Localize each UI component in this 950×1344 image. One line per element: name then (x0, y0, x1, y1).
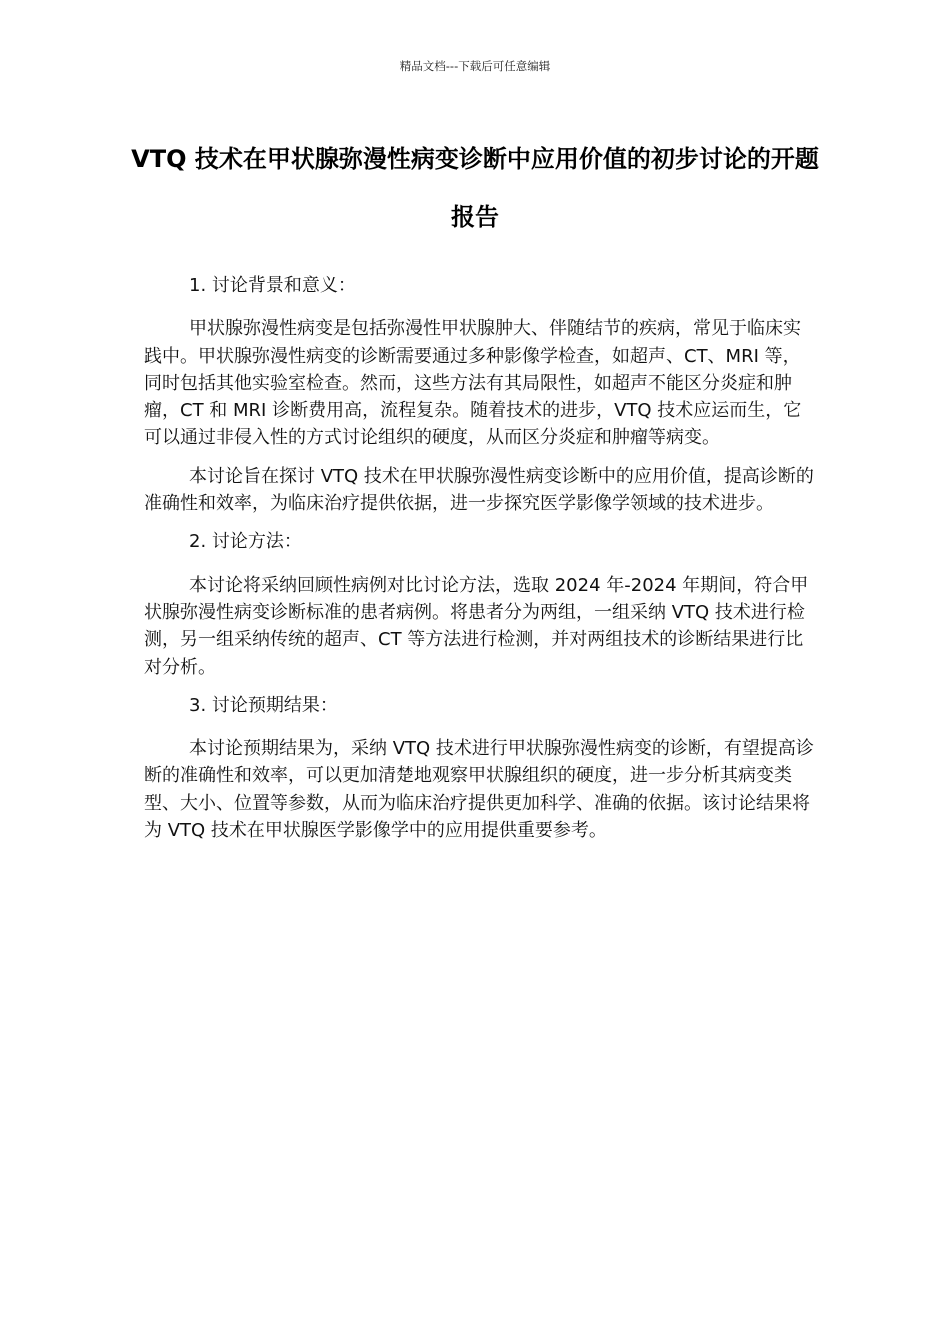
paragraph-purpose: 本讨论旨在探讨 VTQ 技术在甲状腺弥漫性病变诊断中的应用价值，提高诊断的准确性和效率，为临床治疗提供依据，进一步探究医学影像学领域的技术进步。 (144, 465, 814, 515)
page-header: 精品文档---下载后可任意编辑 (399, 59, 551, 73)
paragraph-methods: 本讨论将采纳回顾性病例对比讨论方法，选取 2024 年-2024 年期间，符合甲状腺弥漫性病变诊断标准的患者病例。将患者分为两组，一组采纳 VTQ 技术进行检测，另一组采纳传统的超声、CT 等方法进行检测，并对两组技术的诊断结果进行比对分析。 (144, 574, 809, 678)
document-title: VTQ 技术在甲状腺弥漫性病变诊断中应用价值的初步讨论的开题报告 (131, 145, 819, 231)
paragraph-expected-results: 本讨论预期结果为，采纳 VTQ 技术进行甲状腺弥漫性病变的诊断，有望提高诊断的准确性和效率，可以更加清楚地观察甲状腺组织的硬度，进一步分析其病变类型、大小、位置等参数，从而为临床治疗提供更加科学、准确的依据。该讨论结果将为 VTQ 技术在甲状腺医学影像学中的应用提供重要参考。 (144, 738, 814, 842)
section-heading-expected-results: 3. 讨论预期结果： (189, 694, 338, 716)
section-heading-methods: 2. 讨论方法： (189, 531, 302, 553)
paragraph-background: 甲状腺弥漫性病变是包括弥漫性甲状腺肿大、伴随结节的疾病，常见于临床实践中。甲状腺弥漫性病变的诊断需要通过多种影像学检查，如超声、CT、MRI 等，同时包括其他实验室检查。然而，这些方法有其局限性，如超声不能区分炎症和肿瘤，CT 和 MRI 诊断费用高，流程复杂。随着技术的进步，VTQ 技术应运而生，它可以通过非侵入性的方式讨论组织的硬度，从而区分炎症和肿瘤等病变。 (144, 318, 802, 449)
section-heading-background: 1. 讨论背景和意义： (189, 275, 356, 296)
document-body (144, 272, 814, 855)
